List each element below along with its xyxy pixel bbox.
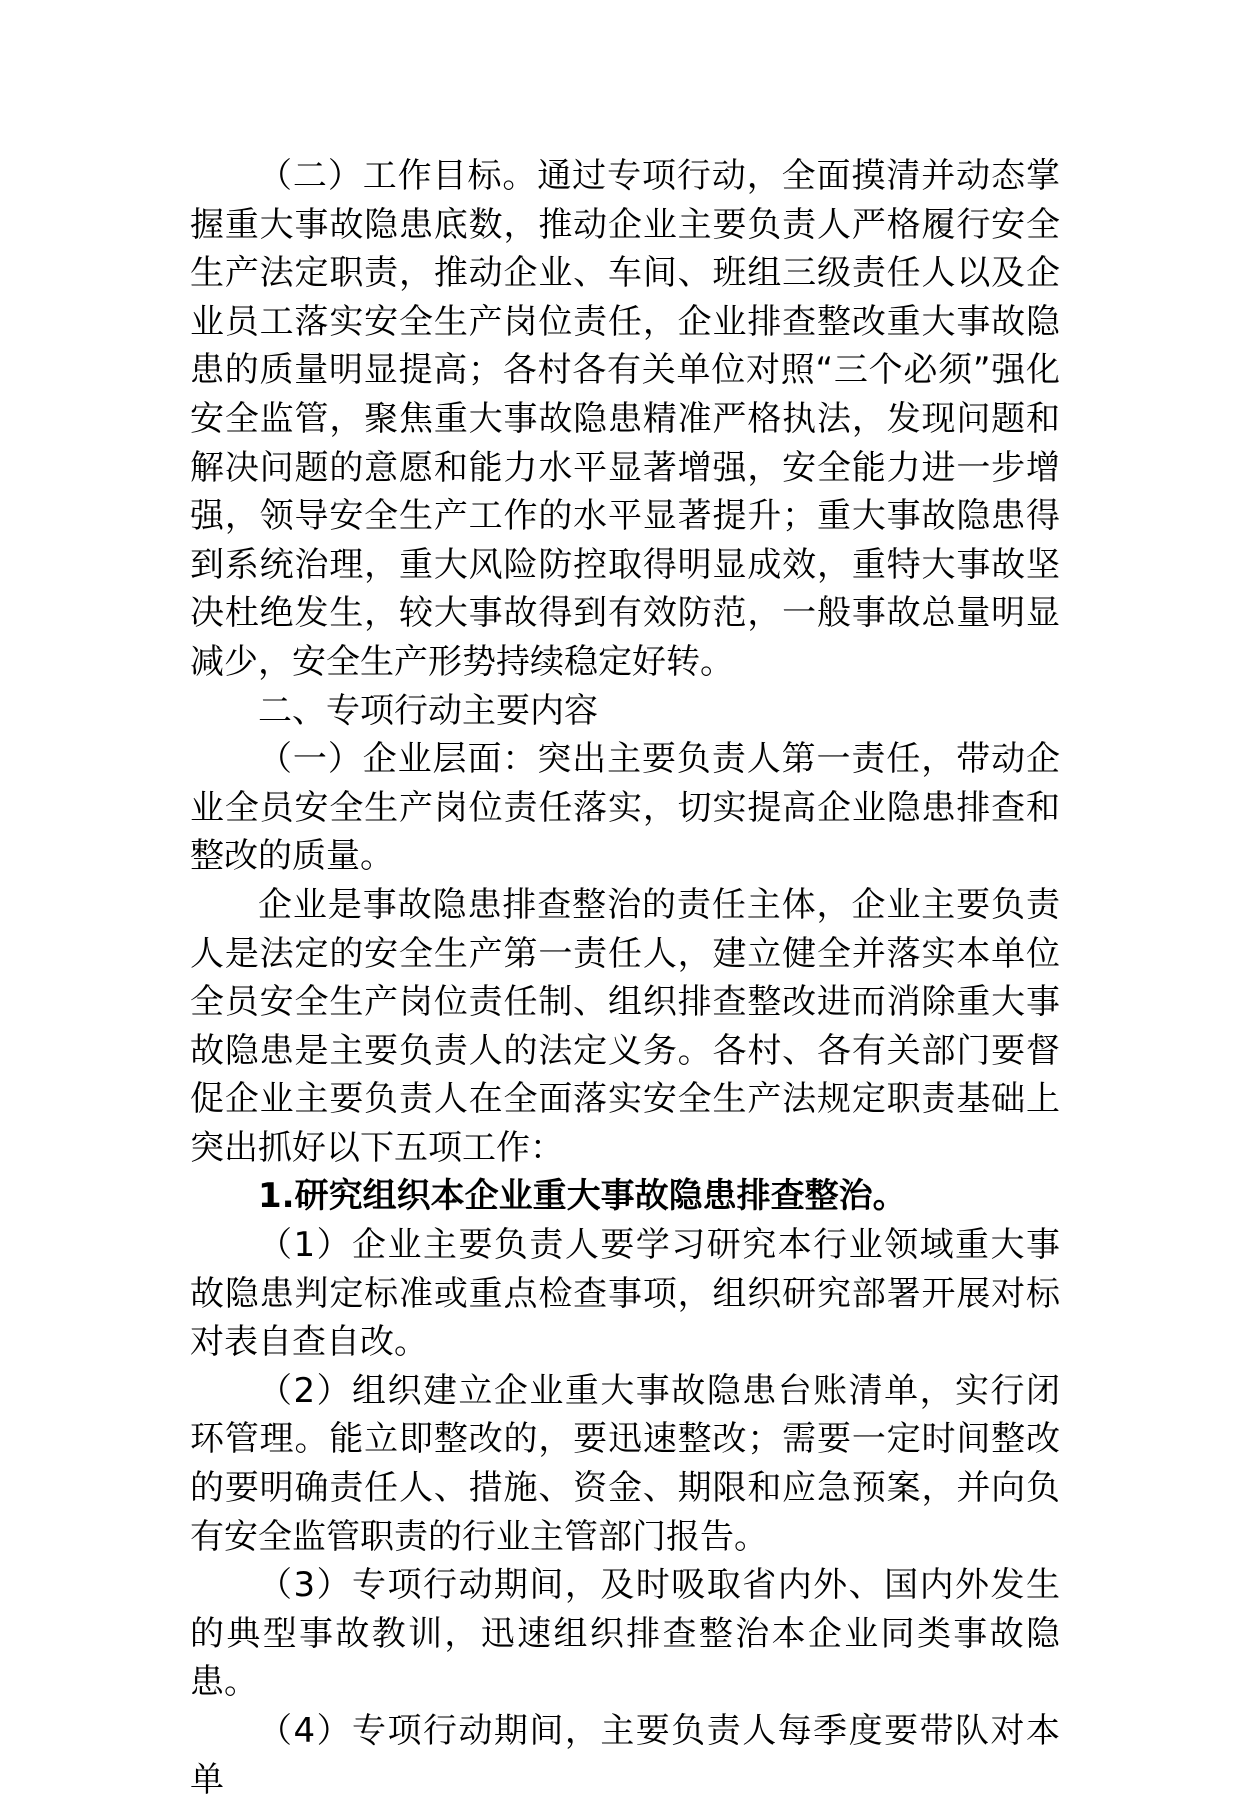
paragraph-enterprise-level: （一）企业层面：突出主要负责人第一责任，带动企业全员安全生产岗位责任落实，切实提高企业隐患排查和整改的质量。 bbox=[190, 739, 1060, 877]
paragraph-item-1-1: （1）企业主要负责人要学习研究本行业领域重大事故隐患判定标准或重点检查事项，组织研究部署开展对标对表自查自改。 bbox=[190, 1225, 1060, 1363]
paragraph-item-1-4: （4）专项行动期间，主要负责人每季度要带队对本单 bbox=[190, 1711, 1060, 1800]
paragraph-item-1-2: （2）组织建立企业重大事故隐患台账清单，实行闭环管理。能立即整改的，要迅速整改；需要一定时间整改的要明确责任人、措施、资金、期限和应急预案，并向负有安全监管职责的行业主管部门报告。 bbox=[190, 1370, 1060, 1557]
section-heading-main-content: 二、专项行动主要内容 bbox=[258, 690, 598, 731]
paragraph-work-goals: （二）工作目标。通过专项行动，全面摸清并动态掌握重大事故隐患底数，推动企业主要负责人严格履行安全生产法定职责，推动企业、车间、班组三级责任人以及企业员工落实安全生产岗位责任，企业排查整改重大事故隐患的质量明显提高；各村各有关单位对照“三个必须”强化安全监管，聚焦重大事故隐患精准严格执法，发现问题和解决问题的意愿和能力水平显著增强，安全能力进一步增强，领导安全生产工作的水平显著提升；重大事故隐患得到系统治理，重大风险防控取得明显成效，重特大事故坚决杜绝发生，较大事故得到有效防范，一般事故总量明显减少，安全生产形势持续稳定好转。 bbox=[190, 156, 1060, 682]
subheading-item-1: 1.研究组织本企业重大事故隐患排查整治。 bbox=[258, 1176, 907, 1217]
document-page bbox=[190, 152, 1060, 1804]
paragraph-item-1-3: （3）专项行动期间，及时吸取省内外、国内外发生的典型事故教训，迅速组织排查整治本企业同类事故隐患。 bbox=[190, 1565, 1060, 1703]
paragraph-enterprise-responsibility: 企业是事故隐患排查整治的责任主体，企业主要负责人是法定的安全生产第一责任人，建立健全并落实本单位全员安全生产岗位责任制、组织排查整改进而消除重大事故隐患是主要负责人的法定义务。各村、各有关部门要督促企业主要负责人在全面落实安全生产法规定职责基础上突出抓好以下五项工作： bbox=[190, 884, 1060, 1168]
